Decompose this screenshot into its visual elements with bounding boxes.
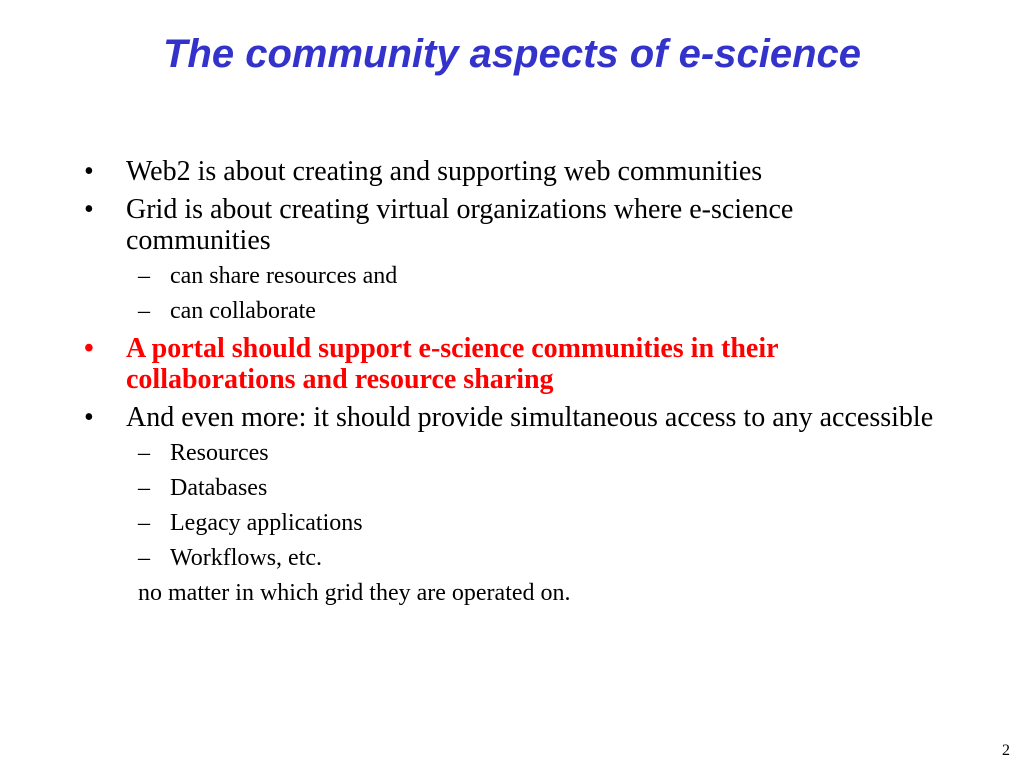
- sub-bullet-text: can collaborate: [170, 298, 316, 324]
- dash-marker: –: [138, 475, 150, 501]
- page-number: 2: [1002, 742, 1010, 759]
- sub-bullet-list: [126, 439, 944, 573]
- sub-bullet-item: [126, 509, 944, 538]
- bullet-marker: •: [84, 402, 94, 433]
- bullet-text: And even more: it should provide simultaneous access to any accessible: [126, 402, 934, 433]
- closing-note: no matter in which grid they are operated on.: [138, 580, 571, 606]
- sub-bullet-item: [126, 262, 944, 291]
- sub-bullet-text: can share resources and: [170, 263, 398, 289]
- dash-marker: –: [138, 440, 150, 466]
- sub-bullet-text: Databases: [170, 475, 268, 501]
- sub-bullet-text: Workflows, etc.: [170, 545, 323, 571]
- sub-bullet-item: [126, 474, 944, 503]
- dash-marker: –: [138, 510, 150, 536]
- bullet-marker: •: [84, 333, 94, 364]
- bullet-text: Grid is about creating virtual organizations where e-science communities: [126, 194, 794, 256]
- sub-bullet-item: [126, 439, 944, 468]
- bullet-list: [84, 156, 944, 615]
- sub-bullet-list: [126, 262, 944, 326]
- dash-marker: –: [138, 298, 150, 324]
- dash-marker: –: [138, 263, 150, 289]
- bullet-text: A portal should support e-science communities in their collaborations and resource sharing: [126, 333, 779, 395]
- sub-bullet-item: [126, 297, 944, 326]
- slide-title: The community aspects of e-science: [162, 32, 861, 76]
- sub-bullet-text: Legacy applications: [170, 510, 363, 536]
- bullet-item: [84, 194, 944, 326]
- bullet-marker: •: [84, 156, 94, 187]
- bullet-item: [84, 156, 944, 187]
- bullet-item: [84, 402, 944, 608]
- sub-bullet-item: [126, 544, 944, 573]
- bullet-item-highlighted: [84, 333, 944, 395]
- bullet-text: Web2 is about creating and supporting web communities: [126, 156, 763, 187]
- sub-bullet-text: Resources: [170, 440, 269, 466]
- dash-marker: –: [138, 545, 150, 571]
- bullet-marker: •: [84, 194, 94, 225]
